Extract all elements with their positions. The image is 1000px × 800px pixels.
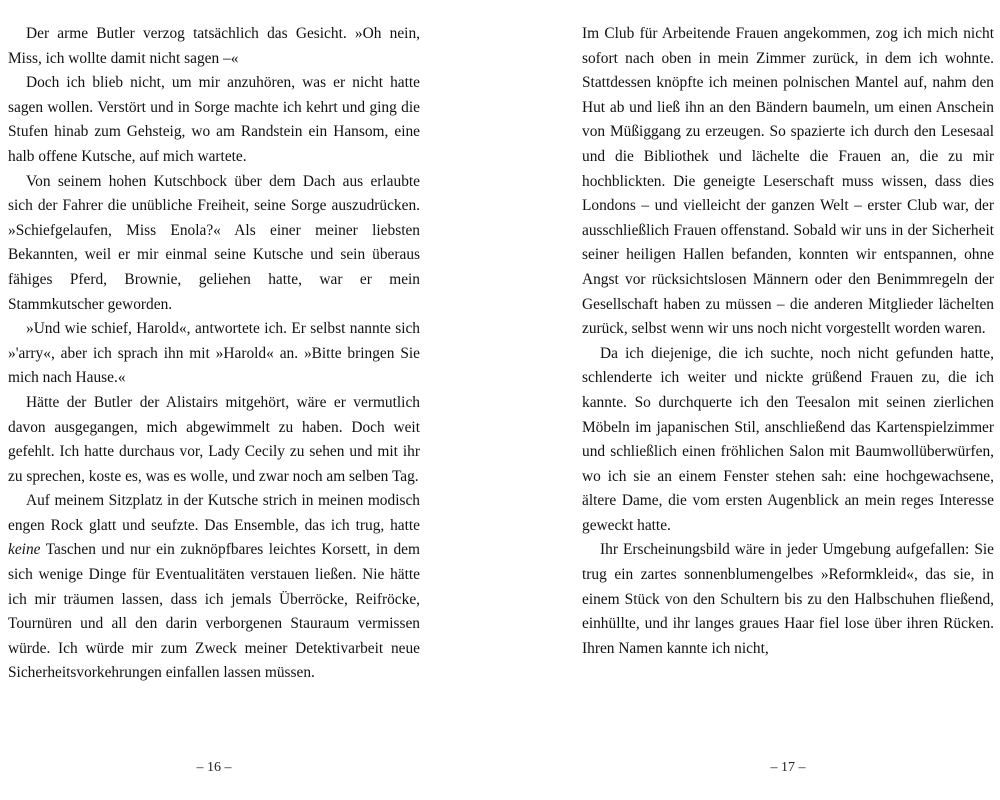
left-paragraph-2: Doch ich blieb nicht, um mir anzuhören, was er nicht hatte sagen wollen. Verstört und in Sorge machte ich kehrt und ging die Stufen hinab zum Gehsteig, wo am Randstein ein Hansom, eine halb offene Kutsche, auf mich wartete. bbox=[8, 74, 420, 165]
left-paragraph-1: Der arme Butler verzog tatsächlich das Gesicht. »Oh nein, Miss, ich wollte damit nicht sagen –« bbox=[8, 25, 420, 67]
right-paragraph-1: Im Club für Arbeitende Frauen angekommen, zog ich mich nicht sofort nach oben in mein Zimmer zurück, in dem ich wohnte. Stattdessen knöpfte ich meinen polnischen Mantel auf, nahm den Hut ab und ließ ihn an den Bändern baumeln, um einen Anschein von Müßiggang zu erzeugen. So spazierte ich durch den Lesesaal und die Bibliothek und lächelte die Frauen an, die zu mir hochblickten. Die geneigte Leserschaft muss wissen, dass dies Londons – und vielleicht der ganzen Welt – erster Club war, der ausschließlich Frauen offenstand. Sobald wir uns in der Sicherheit seiner heiligen Hallen befanden, konnten wir entspannen, ohne Angst vor rücksichtslosen Männern oder den Benimmregeln der Gesellschaft haben zu müssen – die anderen Mitglieder lächelten zurück, selbst wenn wir uns noch nicht vorgestellt worden waren. bbox=[582, 25, 994, 338]
emphasis-after: Taschen und nur ein zuknöpfbares leichtes Korsett, in dem sich wenige Dinge für Eventualitäten verstauen ließen. Nie hätte ich mir träumen lassen, dass ich jemals Überröcke, Reifröcke, Tournüren und all den darin verborgenen Stauraum vermissen würde. Ich würde mir zum Zweck meiner Detektivarbeit neue Sicherheitsvorkehrungen einfallen lassen müssen. bbox=[8, 541, 420, 682]
right-paragraph-3: Ihr Erscheinungsbild wäre in jeder Umgebung aufgefallen: Sie trug ein zartes sonnenblumengelbes »Reformkleid«, das sie, in einem Stück von den Schultern bis zu den Halbschuhen fließend, einhüllte, und ihr langes graues Haar fiel lose über ihren Rücken. Ihren Namen kannte ich nicht, bbox=[582, 541, 994, 657]
left-page-number: – 16 – bbox=[196, 760, 232, 775]
right-page bbox=[582, 22, 994, 661]
left-paragraph-5: Hätte der Butler der Alistairs mitgehört, wäre er vermutlich davon ausgegangen, mich abgewimmelt zu haben. Doch weit gefehlt. Ich hatte durchaus vor, Lady Cecily zu sehen und mit ihr zu sprechen, koste es, was es wolle, und zwar noch am selben Tag. bbox=[8, 393, 420, 485]
right-page-number: – 17 – bbox=[770, 760, 806, 775]
left-paragraph-3: Von seinem hohen Kutschbock über dem Dach aus erlaubte sich der Fahrer die unübliche Freiheit, seine Sorge auszudrücken. »Schiefgelaufen, Miss Enola?« Als einer meiner liebsten Bekannten, weil er mir einmal seine Kutsche und sein überaus fähiges Pferd, Brownie, geliehen hatte, war er mein Stammkutscher geworden. bbox=[8, 172, 420, 313]
right-paragraph-2: Da ich diejenige, die ich suchte, noch nicht gefunden hatte, schlenderte ich weiter und nickte grüßend Frauen zu, die ich kannte. So durchquerte ich den Teesalon mit seinen zierlichen Möbeln im japanischen Stil, anschließend das Kartenspielzimmer und schließlich einen fröhlichen Salon mit Baumwollüberwürfen, wo ich sie an einem Fenster stehen sah: eine hochgewachsene, ältere Dame, die vom ersten Augenblick an mein reges Interesse geweckt hatte. bbox=[582, 344, 994, 534]
left-paragraph-4: »Und wie schief, Harold«, antwortete ich. Er selbst nannte sich »'arry«, aber ich sprach ihn mit »Harold« an. »Bitte bringen Sie mich nach Hause.« bbox=[8, 320, 420, 387]
left-paragraph-6 bbox=[8, 489, 420, 686]
emphasis-word: keine bbox=[8, 541, 41, 559]
emphasis-before: Auf meinem Sitzplatz in der Kutsche strich in meinen modisch engen Rock glatt und seufzte. Das Ensemble, das ich trug, hatte bbox=[8, 492, 420, 534]
left-page bbox=[8, 22, 420, 686]
